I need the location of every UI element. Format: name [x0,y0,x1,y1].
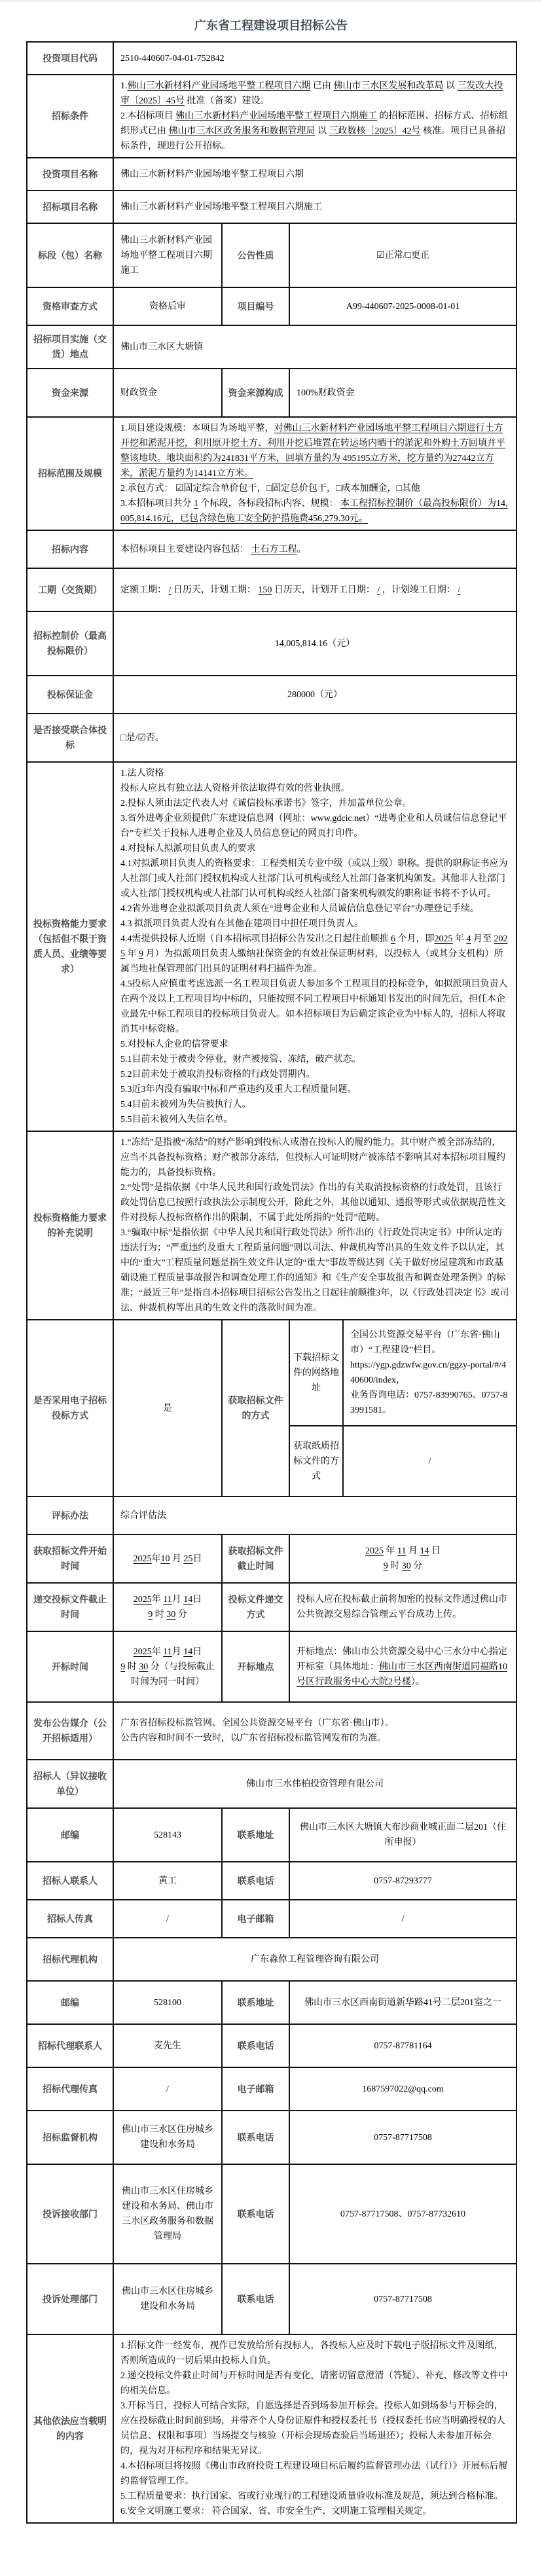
label-doc-deadline: 获取招标文件截止时间 [222,1534,289,1583]
label-obtain-documents-method: 获取招标文件的方式 [222,1320,289,1497]
label-consortium-bidding: 是否接受联合体投标 [27,714,113,762]
label-supervisor-phone: 联系电话 [222,2111,289,2164]
tender-announcement-table [26,41,517,2524]
label-submission-method: 投标文件递交方式 [222,1583,289,1631]
value-tenderer: 佛山市三水伟柏投资管理有限公司 [113,1760,516,1808]
row-agency-contact [27,2024,516,2067]
value-supervising-authority: 佛山市三水区住房城乡建设和水务局 [113,2111,222,2164]
value-tender-content: 本招标项目主要建设内容包括： 土石方工程。 [113,530,516,568]
row-tender-project-name [27,190,516,223]
label-agency-address: 联系地址 [222,1981,289,2024]
value-announcement-media: 广东省招标投标监管网、全国公共资源交易平台（广东省·佛山市）。 公告内容和时间不一致时，以广东省招标投标监管网发布的为准。 [113,1702,516,1760]
value-tenderer-fax: / [113,1900,222,1938]
row-other-content [27,2334,516,2523]
value-other-content: 1.招标文件一经发布，视作已发放给所有投标人，各投标人应及时下载电子版招标文件及图纸，否则所造成的一切后果由投标人自负。 2.递交投标文件截止时间与开标时间是否有变化，请密切留意澄清（答疑）、补充、修改等文件中的相关信息。 3.开标当日，投标人可结合实际，自愿选择是否到场参加开标会。投标人如到场参与开标会的，应在投标截止时间前到场，并带齐个人身份证原件和授权委托书（授权委托书应当明确授权的人员信息、权限和事项）当场提交与核验（开标会现场查验后当场退还）；投标人未参加开标会的，视为对开标程序和结果无异议。 4.本招标项目将按照《佛山市政府投资工程建设项目标后履约监督管理办法（试行）》开展标后履约监督管理工作。 5.工程质量要求：执行国家、省或行业现行的工程建设质量验收标准及规范，须达到合格标准。 6.安全文明施工要求： 符合国家、省、市安全生产、文明施工管理相关规定。 [113,2334,516,2523]
value-bid-deposit: 280000（元） [113,676,516,714]
value-section-name: 佛山三水新材料产业园场地平整工程项目六期施工 [113,223,222,287]
label-submission-deadline: 递交投标文件截止时间 [27,1583,113,1631]
row-bid-opening [27,1631,516,1702]
label-tender-content: 招标内容 [27,530,113,568]
row-tenderer [27,1760,516,1808]
row-section-name [27,223,516,287]
page-title: 广东省工程建设项目招标公告 [194,19,348,32]
label-fund-source: 资金来源 [27,369,113,417]
value-agency-contact: 麦先生 [113,2024,222,2067]
row-qualification-review [27,287,516,325]
label-announcement-media: 发布公告媒介（公开招标适用） [27,1702,113,1760]
label-fund-composition: 资金来源构成 [222,369,289,417]
label-agency-zip: 邮编 [27,1981,113,2024]
row-document-times [27,1534,516,1583]
value-consortium-bidding: □是/☑否。 [113,714,516,762]
row-agency [27,1938,516,1981]
value-tenderer-contact: 黄工 [113,1862,222,1900]
label-agency: 招标代理机构 [27,1938,113,1981]
value-opening-time: 2025年 11月 14日 9 时 30 分（与投标截止时间为同一时间） [113,1631,222,1702]
row-delivery-location [27,325,516,369]
value-project-number: A99-440607-2025-0008-01-01 [289,287,516,325]
label-tender-conditions: 招标条件 [27,75,113,158]
row-complaint-receiving [27,2164,516,2264]
value-tenderer-zip: 528143 [113,1808,222,1862]
value-supervisor-phone: 0757-87717508 [289,2111,516,2164]
value-notice-nature: ☑正常/□更正 [289,223,516,287]
value-agency-zip: 528100 [113,1981,222,2024]
label-section-name: 标段（包）名称 [27,223,113,287]
label-tenderer-email: 电子邮箱 [222,1900,289,1938]
label-complaint-handling-phone: 联系电话 [222,2264,289,2334]
value-complaint-receiving-phone: 0757-87717508、0757-87732610 [289,2164,516,2264]
value-complaint-receiving: 佛山市三水区住房城乡建设和水务局、佛山市三水区政务服务和数据管理局 [113,2164,222,2264]
value-project-code: 2510-440607-04-01-752842 [113,42,516,75]
value-tender-project-name: 佛山三水新材料产业园场地平整工程项目六期施工 [113,190,516,223]
value-submission-method: 投标人应在投标截止前将加密的投标文件通过佛山市公共资源交易综合管理云平台成功上传。 [289,1583,516,1631]
row-tenderer-zip [27,1808,516,1862]
label-project-code: 投资项目代码 [27,42,113,75]
value-tenderer-address: 佛山市三水区大塘镇大布沙商业城正面二层201（住所申报） [289,1808,516,1862]
value-qualification-review: 资格后审 [113,287,222,325]
label-tenderer-fax: 招标人传真 [27,1900,113,1938]
value-tenderer-phone: 0757-87293777 [289,1862,516,1900]
value-agency-address: 佛山市三水区西南街道新华路41号二层201室之一 [289,1981,516,2024]
label-tenderer-contact: 招标人联系人 [27,1862,113,1900]
value-complaint-handling-phone: 0757-87717508 [289,2264,516,2334]
value-opening-place: 开标地点：佛山市公共资源交易中心三水分中心指定开标室（具体地址：佛山市三水区西南街道同福路10号区行政服务中心大院2号楼）。 [289,1631,516,1702]
label-agency-contact: 招标代理联系人 [27,2024,113,2067]
value-doc-start-time: 2025年10 月 25日 [113,1534,222,1583]
value-evaluation-method: 综合评估法 [113,1497,516,1534]
row-fund-source [27,369,516,417]
label-evaluation-method: 评标办法 [27,1497,113,1534]
row-consortium-bidding [27,714,516,762]
label-agency-fax: 招标代理传真 [27,2067,113,2111]
value-capability-notes: 1.“冻结”是指被“冻结”的财产影响到投标人或潜在投标人的履约能力。其中财产被全部冻结的，应当不具备投标资格；财产被部分冻结，但投标人可证明财产被冻结不影响其对本招标项目履约能力的，具备投标资格。 2.“处罚”是指依据《中华人民共和国行政处罚法》作出的有关取消投标资格的行政处罚，且该行政处罚信息已按照行政执法公示制度公开，除此之外，其他以通知、通报等形式或依据规范性文件对投标人投标资格作出的限制，不属于此处所指的“处罚”范畴。 3.“骗取中标”是指依据《中华人民共和国行政处罚法》所作出的《行政处罚决定书》中所认定的违法行为；“严重违约及重大工程质量问题”则以司法、仲裁机构等出具的生效文件予以认定，其中的“重大”工程质量问题是指生效文件认定的“重大”事故等级达到《关于做好房屋建筑和市政基础设施工程质量事故报告和调查处理工作的通知》和《生产安全事故报告和调查处理条例》的标准；“最近三年”是指自本招标项目招标公告发出之日起往前顺推3年，以《行政处罚决定书》或司法、仲裁机构等出具的生效文件的落款时间为准。 [113,1131,516,1320]
label-delivery-location: 招标项目实施（交货）地点 [27,325,113,369]
row-control-price [27,611,516,676]
label-complaint-receiving-phone: 联系电话 [222,2164,289,2264]
row-supervising-authority [27,2111,516,2164]
label-tender-scope: 招标范围及规模 [27,417,113,530]
label-agency-email: 电子邮箱 [222,2067,289,2111]
label-control-price: 招标控制价（最高投标限价） [27,611,113,676]
label-complaint-handling: 投诉处理部门 [27,2264,113,2334]
row-complaint-handling [27,2264,516,2334]
row-electronic-bidding [27,1320,516,1426]
row-bid-deposit [27,676,516,714]
announcement-page [0,2,542,2576]
row-capability-requirements [27,762,516,1131]
value-agency-email: 1687597022@qq.com [289,2067,516,2111]
row-tenderer-fax [27,1900,516,1938]
value-agency-fax: / [113,2067,222,2111]
value-agency: 广东淼倬工程管理咨询有限公司 [113,1938,516,1981]
label-bid-deposit: 投标保证金 [27,676,113,714]
label-download-url: 下载招标文件的网络地址 [289,1320,343,1426]
value-agency-phone: 0757-87781164 [289,2024,516,2067]
value-electronic-bidding: 是 [113,1320,222,1497]
row-evaluation-method [27,1497,516,1534]
label-construction-period: 工期（交货期） [27,568,113,611]
value-fund-source: 财政资金 [113,369,222,417]
row-agency-zip [27,1981,516,2024]
label-investment-project-name: 投资项目名称 [27,158,113,190]
label-opening-time: 开标时间 [27,1631,113,1702]
row-submission-deadline [27,1583,516,1631]
label-project-number: 项目编号 [222,287,289,325]
row-tender-content [27,530,516,568]
value-tender-conditions: 1.佛山三水新材料产业园场地平整工程项目六期 已由 佛山市三水区发展和改革局 以 三发改大投审〔2025〕45号 批准（备案）建设。 2.本招标项目 佛山三水新材料产业园场地平整工程项目六期施工 的招标范围、招标方式、招标组织形式已由 佛山市三水区政务服务和数据管理局 以 三政数核〔2025〕42号 核准。项目已具备招标条件，现进行公开招标。 [113,75,516,158]
label-supervising-authority: 招标监督机构 [27,2111,113,2164]
value-tender-scope: 1.项目建设规模：本项目为场地平整，对佛山三水新材料产业园场地平整工程项目六期进行土方开挖和淤泥开挖，利用原开挖土方、利用开挖后堆置在转运场内晒干的淤泥和外购土方回填并平整该地块。地块面积约为241831平方米，回填方量约为 495195立方米，挖方量约为27442立方米，淤泥方量约为14141立方米。 2.承包方式： ☑固定综合单价包干，□固定总价包干，□成本加酬金，□其他 3.本招标项目共分 1 个标段，各标段招标内容、规模： 本工程招标控制价（最高投标限价）为14,005,814.16元，已包含绿色施工安全防护措施费456,279.30元。 [113,417,516,530]
row-tenderer-contact [27,1862,516,1900]
value-control-price: 14,005,814.16（元） [113,611,516,676]
value-construction-period: 定额工期： / 日历天，计划工期： 150 日历天，计划开工日期： / ，计划竣工日期： / [113,568,516,611]
value-delivery-location: 佛山市三水区大塘镇 [113,325,516,369]
value-capability-requirements: 1.法人资格 投标人应具有独立法人资格并依法取得有效的营业执照。 2.投标人须由法定代表人对《诚信投标承诺书》签字，并加盖单位公章。 3.省外进粤企业须提供广东建设信息网（网址：www.gdcic.net）“进粤企业和人员诚信信息登记平台”专栏关于投标人进粤企业及人员信息登记的网页打印件。 4.对投标人拟派项目负责人的要求 4.1对拟派项目负责人的资格要求：工程类相关专业中级（或以上级）职称。提供的职称证书应为人社部门或人社部门授权机构或人社部门认可机构或经人社部门备案机构颁发。其他非人社部门或人社部门授权机构或人社部门认可机构或经人社部门备案机构颁发的职称证书将不予认可。 4.2省外进粤企业拟派项目负责人须在“进粤企业和人员诚信信息登记平台”办理登记手续。 4.3 拟派项目负责人没有在其他在建项目中担任项目负责人。 4.4需提供投标人近期（自本招标项目招标公告发出之日起往前顺推 6 个月，即2025 年 4 月至 2025 年 9 月）为拟派项目负责人缴纳社保资金的有效社保证明材料，以投标人（或其分支机构）所属当地社保管理部门出具的证明材料扫描件为准。 4.5投标人应慎重考虑选派一名工程项目负责人参加多个工程项目的投标竞争，如拟派项目负责人在两个及以上工程项目均中标的，只能按照不同工程项目中标通知书发出的时间先后，担任本企业最先中标工程项目的投标项目负责人。如本招标项目为后确定该企业为中标人的，招标人将取消其中标资格。 5.对投标人企业的信誉要求 5.1目前未处于被责令停业，财产被接管、冻结，破产状态。 5.2目前未处于被取消投标资格的行政处罚期内。 5.3近3年内没有骗取中标和严重违约及重大工程质量问题。 5.4目前未被列为失信被执行人。 5.5目前未被列入失信名单。 [113,762,516,1131]
label-other-content: 其他依法应当载明的内容 [27,2334,113,2523]
value-investment-project-name: 佛山三水新材料产业园场地平整工程项目六期 [113,158,516,190]
row-construction-period [27,568,516,611]
label-tender-project-name: 招标项目名称 [27,190,113,223]
value-tenderer-email: / [289,1900,516,1938]
label-tenderer: 招标人（异议接收单位） [27,1760,113,1808]
row-agency-fax [27,2067,516,2111]
row-investment-project-name [27,158,516,190]
value-fund-composition: 100%财政资金 [289,369,516,417]
label-tenderer-phone: 联系电话 [222,1862,289,1900]
label-doc-start-time: 获取招标文件开始时间 [27,1534,113,1583]
label-tenderer-address: 联系地址 [222,1808,289,1862]
value-submission-deadline: 2025年 11月 14日 9 时 30 分 [113,1583,222,1631]
label-capability-notes: 投标资格能力要求的补充说明 [27,1131,113,1320]
value-complaint-handling: 佛山市三水区住房城乡建设和水务局 [113,2264,222,2334]
label-electronic-bidding: 是否采用电子招标投标方式 [27,1320,113,1497]
row-announcement-media [27,1702,516,1760]
label-complaint-receiving: 投诉接收部门 [27,2164,113,2264]
label-notice-nature: 公告性质 [222,223,289,287]
label-opening-place: 开标地点 [222,1631,289,1702]
label-qualification-review: 资格审查方式 [27,287,113,325]
label-paper-documents: 获取纸质招标文件的方式 [289,1426,343,1497]
label-agency-phone: 联系电话 [222,2024,289,2067]
label-tenderer-zip: 邮编 [27,1808,113,1862]
row-capability-notes [27,1131,516,1320]
label-capability-requirements: 投标资格能力要求（包括但不限于资质人员、业绩等要求） [27,762,113,1131]
row-tender-scope [27,417,516,530]
row-tender-conditions [27,75,516,158]
value-paper-documents: / [343,1426,516,1497]
value-download-url: 全国公共资源交易平台（广东省·佛山市）“工程建设”栏目。 https://ygp.gdzwfw.gov.cn/ggzy-portal/#/440600/index， 业务咨询电话：0757-83990765、0757-83991581。 [343,1320,516,1426]
row-project-code [27,42,516,75]
value-doc-deadline: 2025 年 11 月 14 日 9 时 30 分 [289,1534,516,1583]
